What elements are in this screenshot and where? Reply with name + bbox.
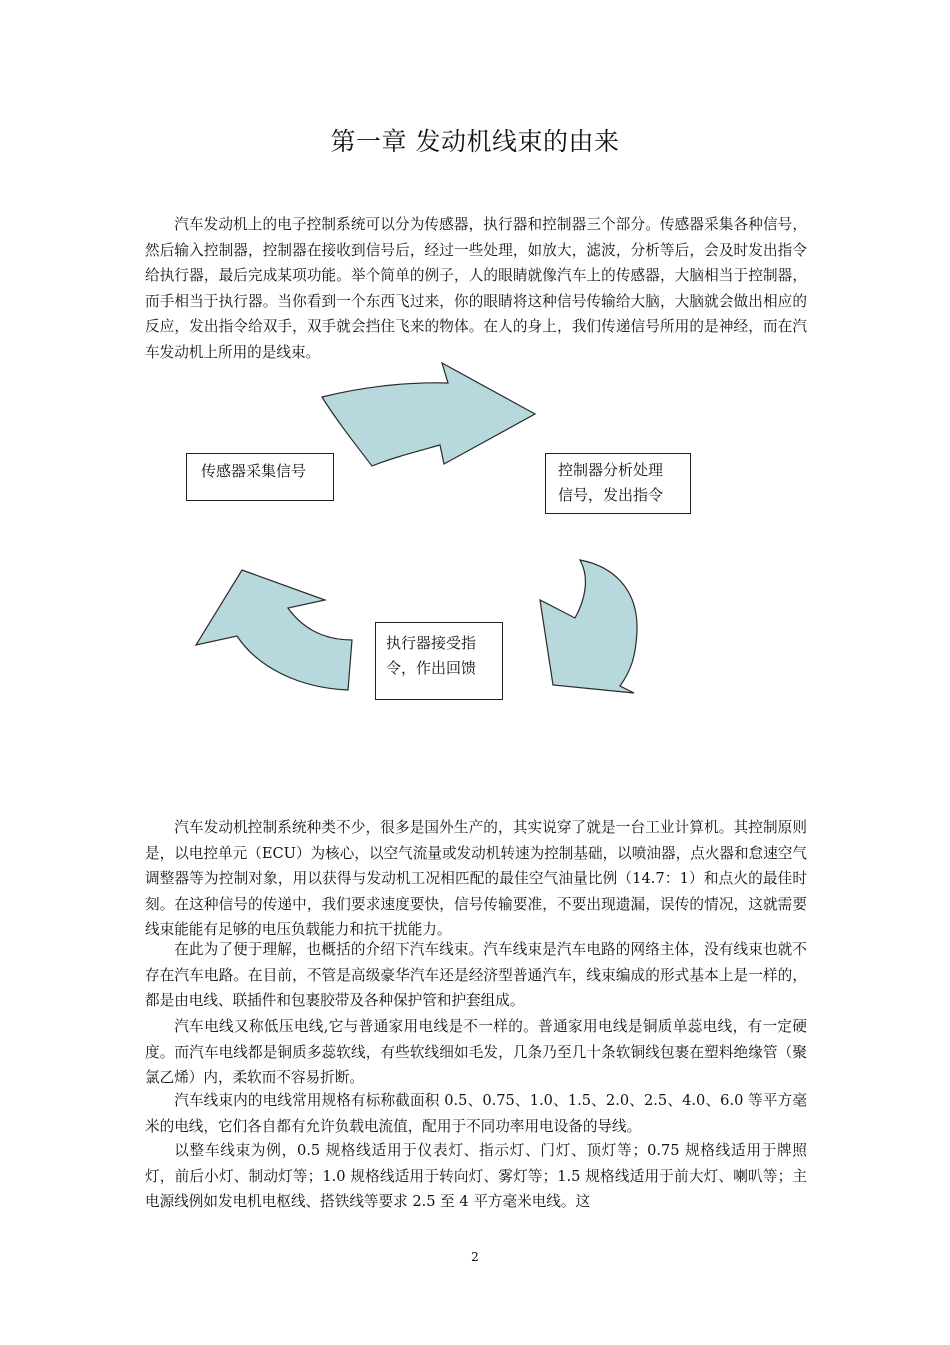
paragraph-wire-usage: 以整车线束为例，0.5 规格线适用于仪表灯、指示灯、门灯、顶灯等；0.75 规格线适用于牌照灯，前后小灯、制动灯等；1.0 规格线适用于转向灯、雾灯等；1.5 规格线适用于前大灯、喇叭等；主电源线例如发电机电枢线、搭铁线等要求 2.5 至 4 平方毫米电线。这: [145, 1142, 807, 1211]
controller-box: [545, 453, 691, 514]
actuator-box: [375, 622, 503, 700]
arrow-controller-to-actuator: [540, 560, 637, 693]
paragraph-harness-intro: 在此为了便于理解，也概括的介绍下汽车线束。汽车线束是汽车电路的网络主体，没有线束也就不存在汽车电路。在目前，不管是高级豪华汽车还是经济型普通汽车，线束编成的形式基本上是一样的，都是由电线、联插件和包裹胶带及各种保护管和护套组成。: [145, 941, 807, 1010]
paragraph-wire-specs: 汽车线束内的电线常用规格有标称截面积 0.5、0.75、1.0、1.5、2.0、2.5、4.0、6.0 等平方毫米的电线，它们各自都有允许负载电流值，配用于不同功率用电设备的导线。: [145, 1092, 807, 1135]
sensor-box: [186, 453, 334, 501]
controller-box-line2: 信号，发出指令: [558, 486, 664, 504]
paragraph-ecu: 汽车发动机控制系统种类不少，很多是国外生产的，其实说穿了就是一台工业计算机。其控制原则是，以电控单元（ECU）为核心，以空气流量或发动机转速为控制基础，以喷油器，点火器和怠速空气调整器等为控制对象，用以获得与发动机工况相匹配的最佳空气油量比例（14.7：1）和点火的最佳时刻。在这种信号的传递中，我们要求速度要快，信号传输要准，不要出现遗漏，误传的情况，这就需要线束能能有足够的电压负载能力和抗干扰能力。: [145, 819, 807, 939]
sensor-box-label: 传感器采集信号: [201, 462, 307, 480]
page-number: 2: [471, 1250, 479, 1264]
paragraph-intro: 汽车发动机上的电子控制系统可以分为传感器，执行器和控制器三个部分。传感器采集各种信号，然后输入控制器，控制器在接收到信号后，经过一些处理，如放大，滤波，分析等后，会及时发出指令给执行器，最后完成某项功能。举个简单的例子，人的眼睛就像汽车上的传感器，大脑相当于控制器，而手相当于执行器。当你看到一个东西飞过来，你的眼睛将这种信号传输给大脑，大脑就会做出相应的反应，发出指令给双手，双手就会挡住飞来的物体。在人的身上，我们传递信号所用的是神经，而在汽车发动机上所用的是线束。: [145, 216, 807, 361]
paragraph-wire-type: 汽车电线又称低压电线,它与普通家用电线是不一样的。普通家用电线是铜质单蕊电线，有一定硬度。而汽车电线都是铜质多蕊软线，有些软线细如毛发，几条乃至几十条软铜线包裹在塑料绝缘管（聚氯乙烯）内，柔软而不容易折断。: [145, 1018, 807, 1087]
actuator-box-line2: 令，作出回馈: [386, 659, 477, 677]
arrow-sensor-to-controller: [322, 363, 535, 466]
page-title: 第一章 发动机线束的由来: [330, 127, 620, 156]
controller-box-line1: 控制器分析处理: [558, 461, 664, 479]
actuator-box-line1: 执行器接受指: [386, 634, 477, 652]
arrow-actuator-to-sensor: [196, 570, 352, 690]
